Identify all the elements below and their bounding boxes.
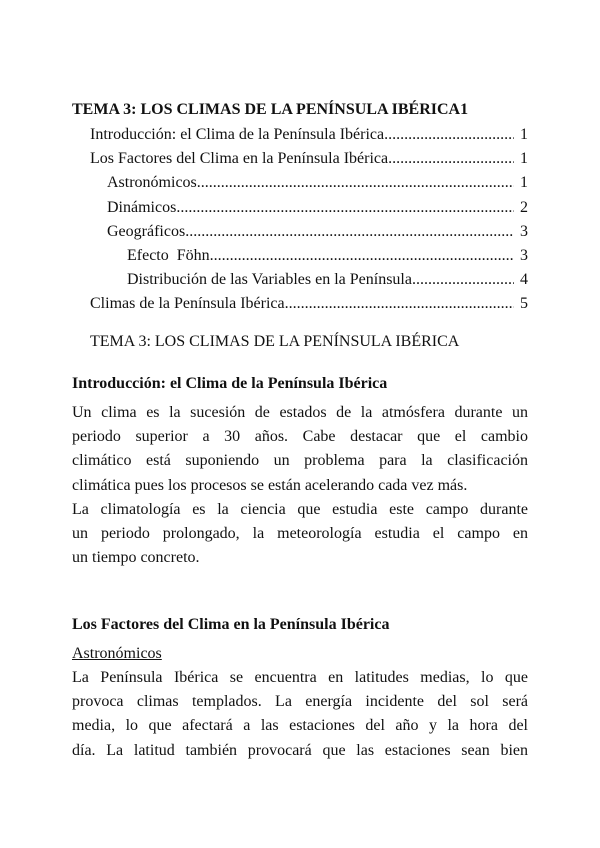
- toc-entry-page: 2: [520, 198, 528, 216]
- toc-title[interactable]: [72, 99, 528, 121]
- toc-entry-page: 1: [520, 126, 528, 143]
- paragraph-line: climático está suponiendo un problema para la clasificación: [72, 452, 528, 470]
- toc-entry-text: Efecto Föhn: [127, 246, 210, 264]
- toc-leader: [285, 292, 514, 316]
- paragraph-line: provoca climas templados. La energía incidente del sol será: [72, 693, 528, 711]
- intro-paragraph: [72, 401, 528, 570]
- toc-entry-text: Geográficos: [107, 222, 186, 240]
- paragraph-line: media, lo que afectará a las estaciones del año y la hora del: [72, 717, 528, 735]
- toc-leader: [176, 196, 514, 220]
- astronomicos-subheading: Astronómicos: [72, 645, 162, 662]
- paragraph-line: La Península Ibérica se encuentra en latitudes medias, lo que: [72, 669, 528, 686]
- paragraph-line: día. La latitud también provocará que las estaciones sean bien: [72, 741, 528, 759]
- toc-entry-text: Introducción: el Clima de la Península Ibérica: [90, 126, 385, 143]
- toc-entry-page: 3: [520, 222, 528, 240]
- toc-entry-dinamicos[interactable]: [107, 196, 528, 220]
- toc-leader: [197, 171, 514, 195]
- intro-heading: Introducción: el Clima de la Península Ibérica: [72, 375, 388, 392]
- toc-entry-factores[interactable]: [90, 147, 528, 171]
- document-title: TEMA 3: LOS CLIMAS DE LA PENÍNSULA IBÉRICA: [90, 333, 460, 350]
- toc-entry-efecto-fohn[interactable]: [127, 244, 528, 268]
- paragraph-line: La climatología es la ciencia que estudia este campo durante: [72, 500, 528, 518]
- table-of-contents: [0, 123, 600, 317]
- toc-leader: [388, 147, 514, 171]
- factors-heading: Los Factores del Clima en la Península Ibérica: [72, 616, 390, 633]
- toc-entry-page: 3: [520, 246, 528, 264]
- toc-leader: [412, 268, 514, 292]
- toc-title-text: TEMA 3: LOS CLIMAS DE LA PENÍNSULA IBÉRICA: [72, 101, 461, 118]
- toc-entry-page: 1: [520, 150, 528, 168]
- toc-leader: [185, 220, 514, 244]
- paragraph-line: un periodo prolongado, la meteorología estudia el campo en: [72, 524, 528, 542]
- toc-entry-text: Los Factores del Clima en la Península Ibérica: [90, 150, 389, 168]
- toc-entry-text: Dinámicos: [107, 198, 177, 216]
- toc-entry-text: Climas de la Península Ibérica: [90, 295, 285, 313]
- factors-paragraph: [72, 666, 528, 763]
- toc-entry-climas[interactable]: [90, 292, 528, 316]
- toc-entry-page: 4: [520, 271, 528, 289]
- toc-entry-page: 5: [520, 295, 528, 313]
- paragraph-line: un tiempo concreto.: [72, 549, 200, 567]
- paragraph-line: Un clima es la sucesión de estados de la atmósfera durante un: [72, 404, 528, 421]
- toc-title-page: 1: [460, 101, 469, 118]
- toc-entry-page: 1: [520, 174, 528, 192]
- paragraph-line: periodo superior a 30 años. Cabe destacar que el cambio: [72, 428, 528, 446]
- toc-entry-text: Astronómicos: [107, 174, 197, 192]
- toc-entry-introduccion[interactable]: [90, 123, 528, 147]
- toc-leader: [384, 123, 514, 147]
- paragraph-line: climática pues los procesos se están acelerando cada vez más.: [72, 476, 468, 494]
- toc-entry-geograficos[interactable]: [107, 220, 528, 244]
- toc-leader: [210, 244, 514, 268]
- toc-entry-text: Distribución de las Variables en la Península: [127, 271, 412, 289]
- toc-entry-astronomicos[interactable]: [107, 171, 528, 195]
- toc-entry-distribucion[interactable]: [127, 268, 528, 292]
